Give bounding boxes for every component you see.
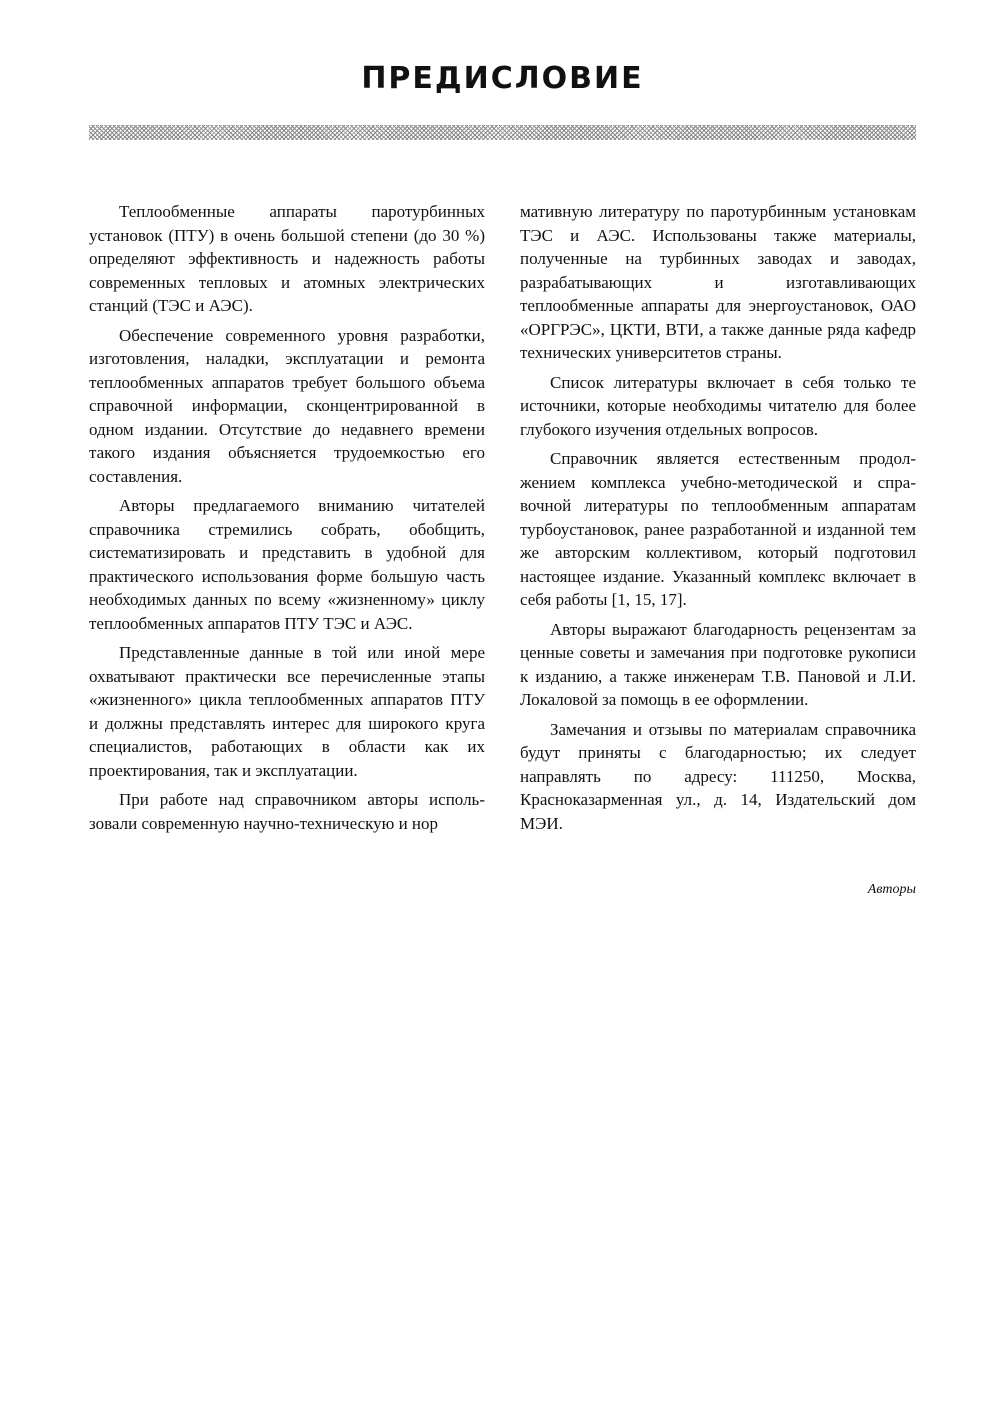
- paragraph-bibliography: Список литературы включает в себя только те источники, которые необходимы читателю для более глубокого изучения отдельных вопросов.: [520, 372, 916, 439]
- paragraph-intro: Теплообменные аппараты паротурбинных установок (ПТУ) в очень большой степени (до 30 %) определяют эффективность и надежность работы современных тепловых и атомных электрических станций (ТЭС и АЭС).: [89, 202, 485, 315]
- paragraph-goals: Авторы предлагаемого вниманию читателей справочника стремились собрать, обобщить, систематизировать и представить в удобной для практического использования форме большую часть необходимых данных по всему «жизненному» циклу теплообменных аппаратов ПТУ ТЭС и АЭС.: [89, 496, 485, 633]
- title-divider: [89, 125, 916, 140]
- page-title: ПРЕДИСЛОВИЕ: [361, 61, 644, 96]
- paragraph-feedback: Замечания и отзывы по материалам справочника будут приняты с благодарностью; их следует направлять по адресу: 111250, Москва, Красноказарменная ул., д. 14, Издательский дом МЭИ.: [520, 719, 916, 833]
- paragraph-coverage: Представленные данные в той или иной мере охватывают практически все перечисленные этапы «жизненного» цикла теплообменных аппаратов ПТУ и должны представлять интерес для широкого круга специалистов, работающих в области как их проектирования, так и эксплуатации.: [89, 643, 485, 780]
- paragraph-acknowledgements: Авторы выражают благодарность рецензентам за ценные советы и замечания при подготовке рукописи к изданию, а также инженерам Т.В. Пановой и Л.И. Локаловой за помощь в ее оформлении.: [520, 619, 916, 709]
- left-column: [89, 200, 485, 841]
- paragraph-continuation: Справочник является естественным продолжением комплекса учебно-методической и справочной литературы по теплообменным аппаратам турбоустановок, ранее разработанной и изданной тем же авторским коллективом, который подготовил настоящее издание. Указанный комплекс включает в себя работы [1, 15, 17].: [520, 449, 916, 609]
- authors-signature: Авторы: [867, 882, 916, 897]
- paragraph-sources-continued: мативную литературу по паротурбинным установкам ТЭС и АЭС. Использованы также материалы, полученные на турбинных заводах и заводах, разрабатывающих и изготавливающих теплообменные аппараты для энергоустановок, ОАО «ОРГРЭС», ЦКТИ, ВТИ, а также данные ряда кафедр технических университетов страны.: [520, 202, 916, 362]
- paragraph-sources-start: При работе над справочником авторы использовали современную научно-техническую и нор: [89, 790, 485, 833]
- right-column: [520, 200, 916, 841]
- paragraph-requirements: Обеспечение современного уровня разработки, изготовления, наладки, эксплуатации и ремонта теплообменных аппаратов требует большого объема справочной информации, сконцентрированной в одном издании. Отсутствие до недавнего времени такого издания объясняется трудоемкостью его составления.: [89, 325, 485, 486]
